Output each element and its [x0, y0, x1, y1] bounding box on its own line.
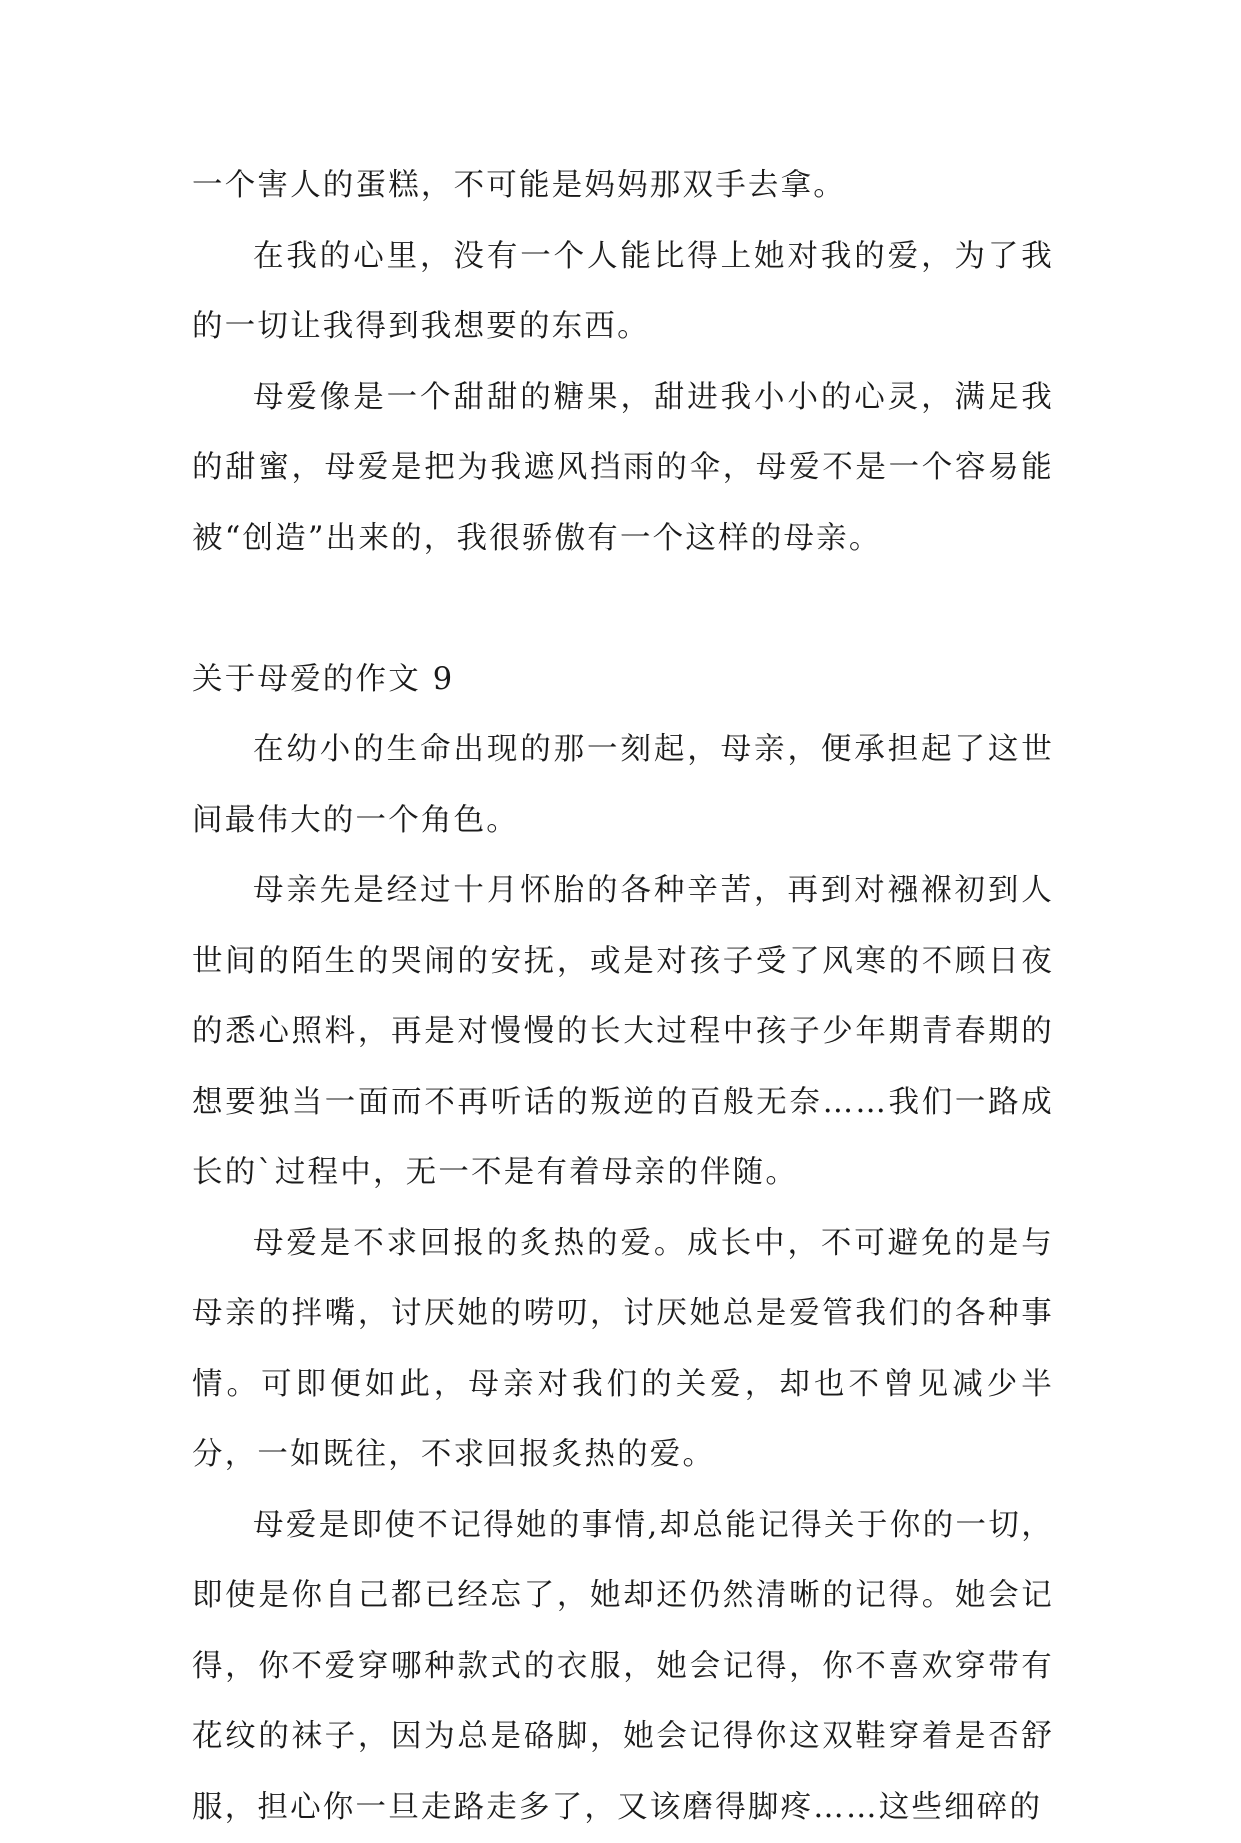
- paragraph: 母爱像是一个甜甜的糖果，甜进我小小的心灵，满足我的甜蜜，母爱是把为我遮风挡雨的伞，母爱不是一个容易能被“创造”出来的，我很骄傲有一个这样的母亲。: [192, 363, 1054, 575]
- section-title: 关于母爱的作文 9: [192, 645, 1054, 716]
- paragraph: 母爱是即使不记得她的事情,却总能记得关于你的一切，即使是你自己都已经忘了，她却还仍然清晰的记得。她会记得，你不爱穿哪种款式的衣服，她会记得，你不喜欢穿带有花纹的袜子，因为总是硌脚，她会记得你这双鞋穿着是否舒服，担心你一旦走路走多了，又该磨得脚疼……这些细碎的: [192, 1491, 1054, 1843]
- paragraph-continuation: 一个害人的蛋糕，不可能是妈妈那双手去拿。: [192, 151, 1054, 222]
- paragraph: 在幼小的生命出现的那一刻起，母亲，便承担起了这世间最伟大的一个角色。: [192, 715, 1054, 856]
- paragraph: 母爱是不求回报的炙热的爱。成长中，不可避免的是与母亲的拌嘴，讨厌她的唠叨，讨厌她总是爱管我们的各种事情。可即便如此，母亲对我们的关爱，却也不曾见减少半分，一如既往，不求回报炙热的爱。: [192, 1209, 1054, 1491]
- paragraph: 母亲先是经过十月怀胎的各种辛苦，再到对襁褓初到人世间的陌生的哭闹的安抚，或是对孩子受了风寒的不顾日夜的悉心照料，再是对慢慢的长大过程中孩子少年期青春期的想要独当一面而不再听话的叛逆的百般无奈……我们一路成长的`过程中，无一不是有着母亲的伴随。: [192, 856, 1054, 1209]
- paragraph: 在我的心里，没有一个人能比得上她对我的爱，为了我的一切让我得到我想要的东西。: [192, 222, 1054, 363]
- document-page: [192, 151, 1054, 1843]
